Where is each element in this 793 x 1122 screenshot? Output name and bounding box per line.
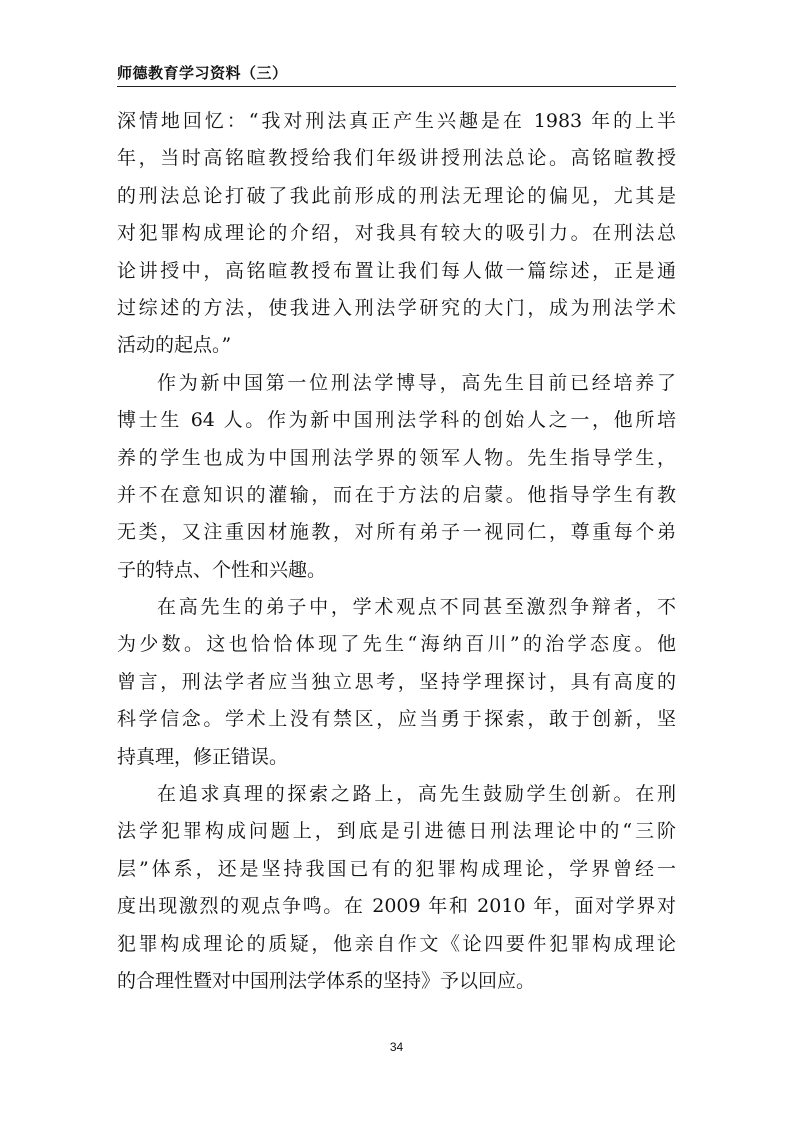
body-line: 子的特点、个性和兴趣。 [117, 558, 327, 581]
body-line: 养的学生也成为中国刑法学界的领军人物。先生指导学生， [117, 446, 676, 469]
paragraph-first-line: 在追求真理的探索之路上，高先生鼓励学生创新。在刑 [157, 783, 676, 806]
document-body [117, 103, 676, 1000]
body-line: 为少数。这也恰恰体现了先生“海纳百川”的治学态度。他 [117, 633, 676, 656]
body-line: 犯罪构成理论的质疑，他亲自作文《论四要件犯罪构成理论 [117, 932, 676, 955]
document-header-title: 师德教育学习资料（三） [117, 64, 288, 82]
body-line: 活动的起点。” [117, 334, 232, 357]
body-line: 博士生 64 人。作为新中国刑法学科的创始人之一，他所培 [117, 409, 676, 432]
paragraph-first-line: 在高先生的弟子中，学术观点不同甚至激烈争辩者，不 [157, 596, 676, 619]
header-rule [117, 86, 676, 87]
body-line: 科学信念。学术上没有禁区，应当勇于探索，敢于创新，坚 [117, 708, 676, 731]
body-line: 的合理性暨对中国刑法学体系的坚持》予以回应。 [117, 969, 536, 992]
body-line: 的刑法总论打破了我此前形成的刑法无理论的偏见，尤其是 [117, 184, 676, 207]
body-line: 对犯罪构成理论的介绍，对我具有较大的吸引力。在刑法总 [117, 222, 676, 245]
body-line: 度出现激烈的观点争鸣。在 2009 年和 2010 年，面对学界对 [117, 895, 676, 918]
body-line: 年，当时高铭暄教授给我们年级讲授刑法总论。高铭暄教授 [117, 147, 676, 170]
body-line: 持真理，修正错误。 [117, 745, 289, 768]
body-line: 过综述的方法，使我进入刑法学研究的大门，成为刑法学术 [117, 296, 676, 319]
body-line: 法学犯罪构成问题上，到底是引进德日刑法理论中的“三阶 [117, 820, 676, 843]
body-line: 曾言，刑法学者应当独立思考，坚持学理探讨，具有高度的 [117, 670, 676, 693]
page-number: 34 [389, 1040, 404, 1054]
body-line: 深情地回忆：“我对刑法真正产生兴趣是在 1983 年的上半 [117, 110, 676, 132]
body-line: 论讲授中，高铭暄教授布置让我们每人做一篇综述，正是通 [117, 259, 676, 282]
paragraph-first-line: 作为新中国第一位刑法学博导，高先生目前已经培养了 [157, 371, 676, 394]
body-line: 并不在意知识的灌输，而在于方法的启蒙。他指导学生有教 [117, 483, 676, 506]
body-line: 层”体系，还是坚持我国已有的犯罪构成理论，学界曾经一 [117, 857, 676, 880]
body-line: 无类，又注重因材施教，对所有弟子一视同仁，尊重每个弟 [117, 521, 676, 544]
